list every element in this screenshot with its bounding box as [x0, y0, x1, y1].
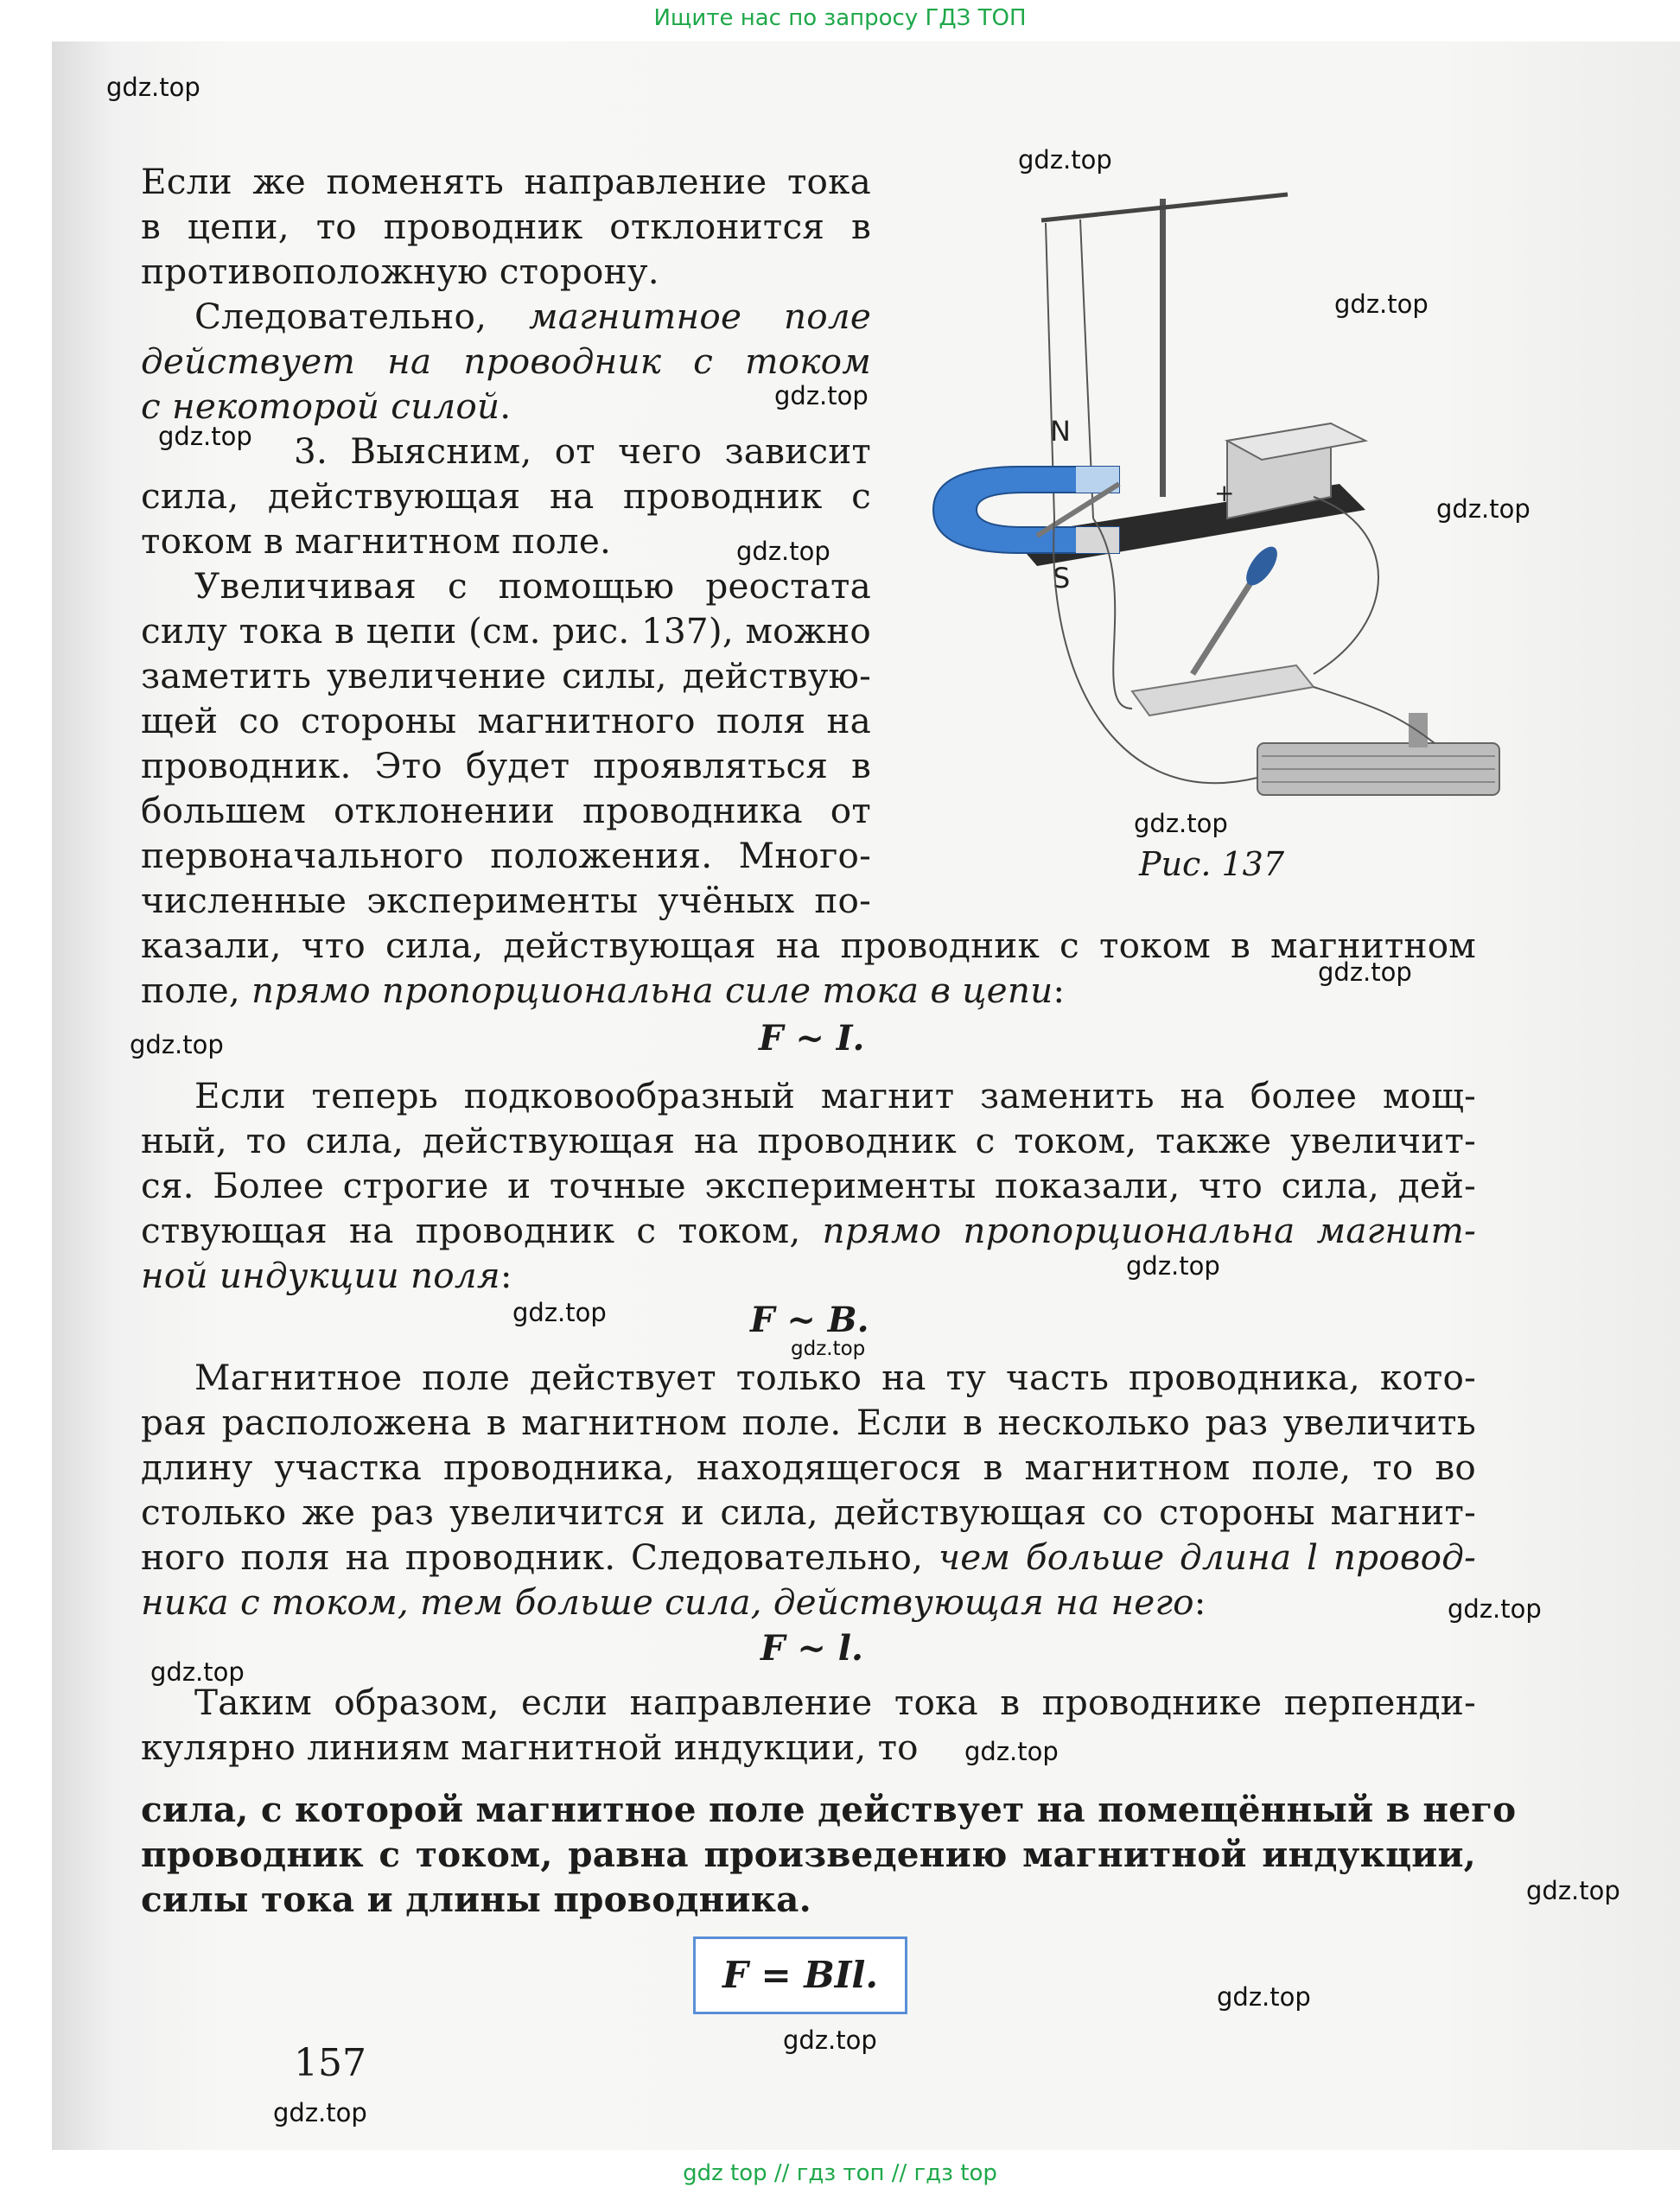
pole-label-s: S: [1053, 562, 1071, 595]
text-span: ного поля на проводник. Следовательно,: [141, 1536, 924, 1578]
emphasis-text: с некоторой силой: [141, 385, 500, 427]
circuit-wire: [1053, 518, 1257, 783]
text-line: Если теперь подковообразный магнит заменить на более мощ-: [194, 1075, 1476, 1116]
watermark: gdz.top: [783, 2025, 877, 2055]
emphasis-line: действует на проводник с током: [141, 340, 871, 382]
watermark: gdz.top: [1018, 145, 1112, 175]
text-line: заметить увеличение силы, действую-: [141, 655, 871, 696]
text-span: :: [500, 1255, 512, 1296]
page-number: 157: [294, 2041, 366, 2085]
text-line: [141, 1253, 512, 1298]
watermark: gdz.top: [1334, 289, 1429, 319]
text-line: численные эксперименты учёных по-: [141, 880, 871, 921]
emphasis-text: магнитное поле: [528, 296, 872, 337]
switch-lever: [1193, 579, 1253, 674]
text-line: столько же раз увеличится и сила, действующая со стороны магнит-: [141, 1491, 1476, 1533]
text-line: щей со стороны магнитного поля на: [141, 700, 871, 741]
bold-rule-line: проводник с током, равна произведению магнитной индукции,: [141, 1834, 1476, 1875]
text-line: [194, 294, 871, 339]
watermark: gdz.top: [964, 1737, 1059, 1766]
text-line: рая расположена в магнитном поле. Если в несколько раз увеличить: [141, 1402, 1476, 1443]
text-span: :: [1053, 970, 1066, 1011]
bottom-banner[interactable]: gdz top // гдз топ // гдз top: [0, 2153, 1680, 2194]
text-line: Магнитное поле действует только на ту часть проводника, кото-: [194, 1357, 1476, 1398]
text-line: ный, то сила, действующая на проводник с током, также увеличит-: [141, 1120, 1476, 1161]
watermark: gdz.top: [1526, 1876, 1620, 1905]
text-line: в цепи, то проводник отклонится в: [141, 206, 871, 247]
text-span: ствующая на проводник с током,: [141, 1210, 801, 1251]
section-heading-line: 3. Выясним, от чего зависит: [294, 430, 871, 472]
watermark: gdz.top: [158, 422, 252, 451]
main-formula-box: F = BIl.: [693, 1936, 907, 2014]
bold-rule-line: силы тока и длины проводника.: [141, 1879, 811, 1920]
switch-base: [1132, 665, 1314, 715]
text-line: [141, 1208, 1476, 1253]
text-span: Следовательно,: [194, 296, 487, 337]
watermark: gdz.top: [1448, 1594, 1542, 1624]
text-line: [141, 968, 1065, 1013]
watermark: gdz.top: [736, 537, 830, 566]
emphasis-text: прямо пропорциональна силе тока в цепи: [251, 970, 1053, 1011]
emphasis-text: прямо пропорциональна магнит-: [822, 1210, 1476, 1251]
watermark: gdz.top: [774, 381, 869, 410]
watermark: gdz.top: [1217, 1982, 1311, 2012]
watermark: gdz.top: [130, 1030, 224, 1059]
rheostat-slider: [1409, 713, 1428, 747]
watermark: gdz.top: [150, 1657, 245, 1687]
magnet-pole-s: [1076, 527, 1119, 553]
text-line: Таким образом, если направление тока в проводнике перпенди-: [194, 1682, 1476, 1723]
emphasis-text: чем больше длина l провод-: [938, 1536, 1476, 1578]
watermark: gdz.top: [512, 1298, 607, 1327]
pole-label-n: N: [1050, 415, 1071, 448]
figure-137-illustration: [916, 156, 1521, 847]
text-line: силу тока в цепи (см. рис. 137), можно: [141, 610, 871, 652]
text-line: ся. Более строгие и точные эксперименты показали, что сила, дей-: [141, 1165, 1476, 1206]
stand-rod: [1160, 199, 1166, 497]
switch-handle: [1240, 542, 1282, 590]
figure-caption: Рис. 137: [1139, 845, 1285, 883]
text-span: :: [1193, 1581, 1206, 1623]
formula-force-current: F ~ I.: [759, 1018, 865, 1059]
emphasis-text: ной индукции поля: [141, 1255, 500, 1296]
text-line: противоположную сторону.: [141, 251, 659, 292]
watermark: gdz.top: [1318, 957, 1412, 987]
formula-force-induction: F ~ B.: [750, 1300, 869, 1340]
watermark: gdz.top: [1436, 494, 1530, 524]
watermark: gdz.top: [106, 73, 200, 102]
text-span: поле,: [141, 970, 240, 1011]
text-line: сила, действующая на проводник с: [141, 475, 871, 517]
text-span: .: [500, 385, 512, 427]
watermark: gdz.top: [1126, 1251, 1220, 1281]
text-line: первоначального положения. Много-: [141, 835, 871, 876]
top-banner[interactable]: Ищите нас по запросу ГДЗ ТОП: [653, 5, 1027, 31]
text-line: [141, 1580, 1206, 1625]
text-line: казали, что сила, действующая на проводник с током в магнитном: [141, 925, 1476, 966]
text-line: длину участка проводника, находящегося в магнитном поле, то во: [141, 1447, 1476, 1488]
watermark: gdz.top: [273, 2098, 367, 2127]
text-line: Увеличивая с помощью реостата: [194, 565, 871, 607]
watermark: gdz.top: [1134, 809, 1228, 838]
formula-force-length: F ~ l.: [760, 1628, 863, 1669]
text-line: проводник. Это будет проявляться в: [141, 745, 871, 786]
text-line: [141, 1535, 1476, 1580]
watermark: gdz.top: [791, 1338, 866, 1360]
emphasis-text: ника с током, тем больше сила, действующая на него: [141, 1581, 1194, 1623]
bold-rule-line: сила, с которой магнитное поле действует на помещённый в него: [141, 1789, 1517, 1830]
battery-plus-label: +: [1214, 479, 1235, 507]
text-line: током в магнитном поле.: [141, 520, 612, 562]
circuit-wire: [1314, 497, 1378, 674]
text-line: кулярно линиям магнитной индукции, то: [141, 1727, 919, 1768]
text-line: Если же поменять направление тока: [141, 161, 871, 202]
text-line: большем отклонении проводника от: [141, 790, 871, 831]
